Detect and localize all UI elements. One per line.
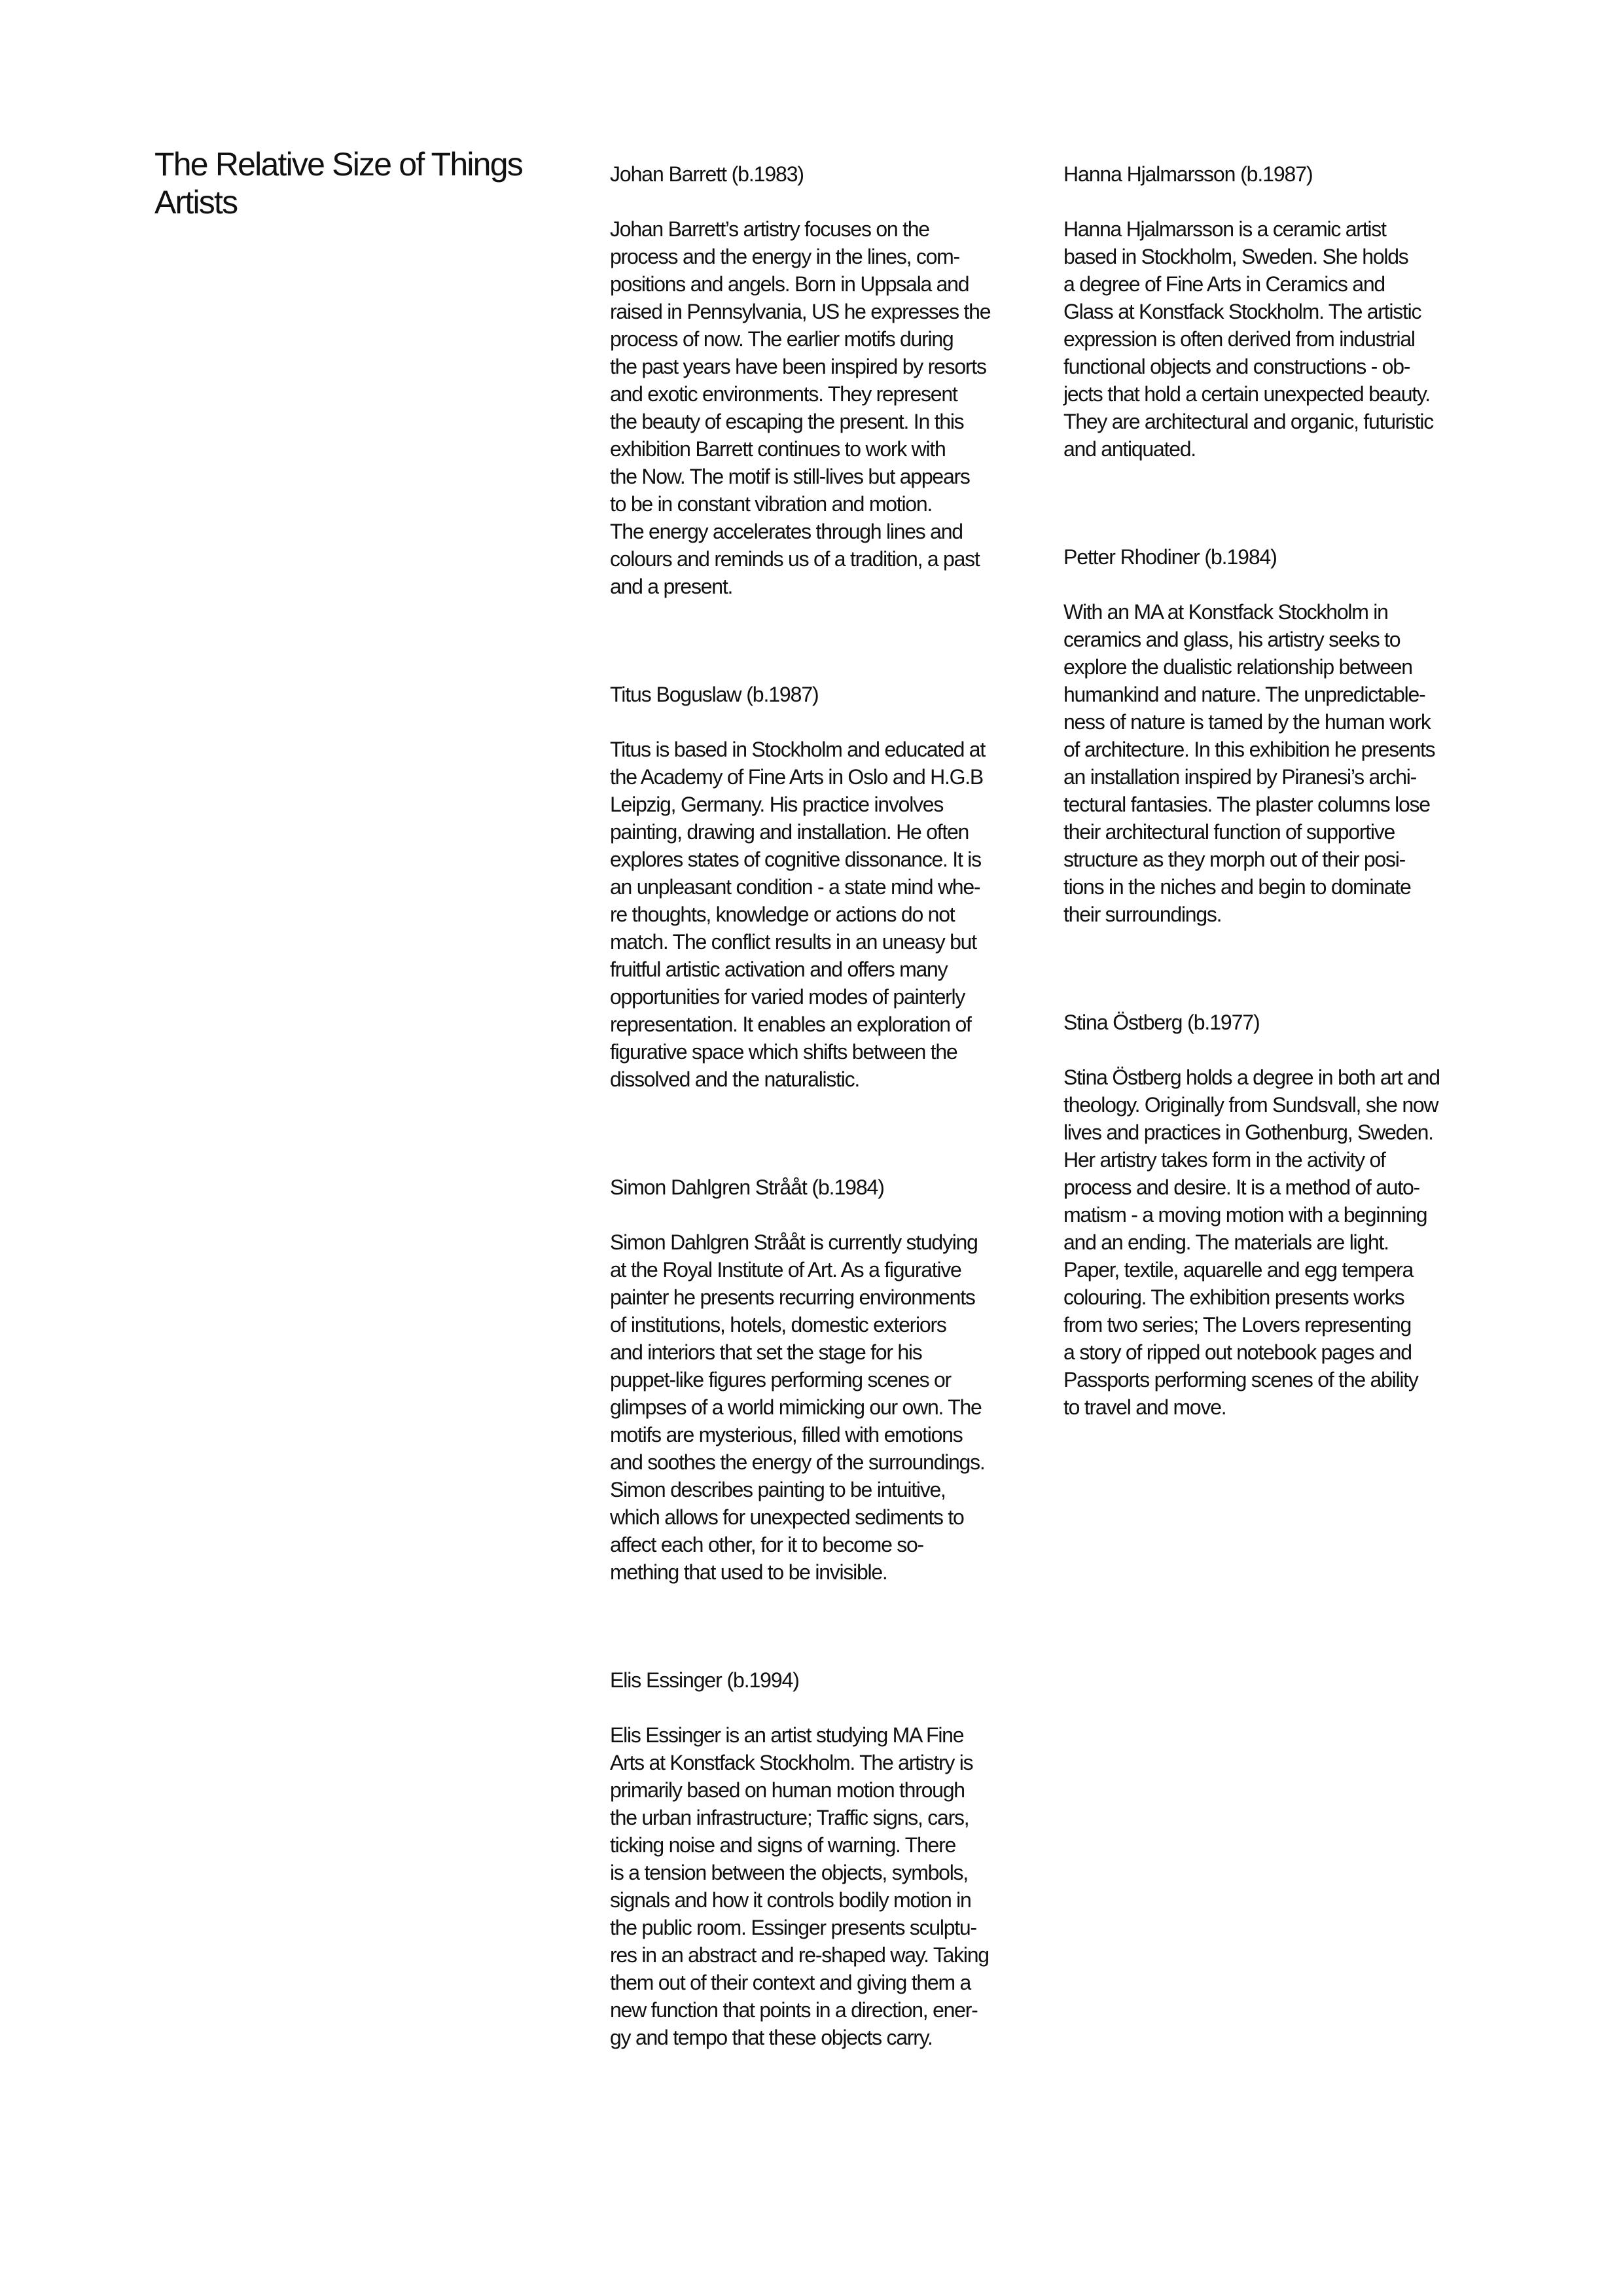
artist-entry [1063, 160, 1495, 463]
bio-line: jects that hold a certain unexpected beauty. [1063, 382, 1430, 406]
artist-name: Petter Rhodiner (b.1984) [1063, 545, 1277, 569]
artists-column-left [610, 160, 1042, 2051]
title-line: The Relative Size of Things [154, 146, 522, 183]
bio-line: puppet-like figures performing scenes or [610, 1368, 951, 1391]
bio-line: expression is often derived from industrial [1063, 327, 1415, 351]
bio-line: Elis Essinger is an artist studying MA Fine [610, 1723, 964, 1747]
bio-line: and antiquated. [1063, 437, 1196, 461]
bio-line: dissolved and the naturalistic. [610, 1067, 860, 1091]
subtitle-line: Artists [154, 184, 238, 221]
bio-line: colouring. The exhibition presents works [1063, 1285, 1404, 1309]
bio-line: their architectural function of supportive [1063, 820, 1395, 844]
bio-line: With an MA at Konstfack Stockholm in [1063, 600, 1388, 624]
bio-line: and a present. [610, 575, 733, 598]
bio-line: ticking noise and signs of warning. There [610, 1833, 956, 1857]
bio-line: and interiors that set the stage for his [610, 1340, 922, 1364]
bio-line: of institutions, hotels, domestic exteriors [610, 1313, 946, 1336]
bio-line: Arts at Konstfack Stockholm. The artistry is [610, 1751, 973, 1774]
bio-line: fruitful artistic activation and offers many [610, 958, 948, 981]
artist-bio [610, 215, 1042, 600]
artist-bio [1063, 215, 1495, 463]
bio-line: the beauty of escaping the present. In this [610, 410, 964, 433]
bio-line: affect each other, for it to become so- [610, 1533, 923, 1556]
bio-line: and soothes the energy of the surroundings. [610, 1450, 985, 1474]
artist-name: Hanna Hjalmarsson (b.1987) [1063, 162, 1313, 186]
artist-bio [1063, 1064, 1495, 1421]
bio-line: painter he presents recurring environments [610, 1285, 975, 1309]
bio-line: ness of nature is tamed by the human work [1063, 710, 1431, 734]
bio-line: to travel and move. [1063, 1395, 1226, 1419]
artist-entry [1063, 543, 1495, 928]
bio-line: humankind and nature. The unpredictable- [1063, 683, 1425, 706]
artists-column-right [1063, 160, 1495, 1421]
bio-line: Her artistry takes form in the activity of [1063, 1148, 1385, 1172]
bio-line: the public room. Essinger presents sculptu- [610, 1916, 976, 1939]
bio-line: tions in the niches and begin to dominate [1063, 875, 1411, 899]
bio-line: from two series; The Lovers representing [1063, 1313, 1411, 1336]
bio-line: Johan Barrett’s artistry focuses on the [610, 217, 929, 241]
bio-line: Simon Dahlgren Strååt is currently studying [610, 1230, 978, 1254]
bio-line: exhibition Barrett continues to work with [610, 437, 946, 461]
bio-line: explores states of cognitive dissonance. It is [610, 848, 981, 871]
artist-entry [610, 681, 1042, 1093]
bio-line: ceramics and glass, his artistry seeks to [1063, 628, 1400, 651]
artist-name: Elis Essinger (b.1994) [610, 1668, 799, 1692]
bio-line: Hanna Hjalmarsson is a ceramic artist [1063, 217, 1386, 241]
artist-entry [1063, 1009, 1495, 1421]
bio-line: the Now. The motif is still-lives but appears [610, 465, 970, 488]
bio-line: of architecture. In this exhibition he presents [1063, 738, 1435, 761]
bio-line: representation. It enables an exploration of [610, 1013, 971, 1036]
bio-line: The energy accelerates through lines and [610, 520, 963, 543]
bio-line: raised in Pennsylvania, US he expresses the [610, 300, 991, 323]
artist-bio [1063, 598, 1495, 928]
bio-line: at the Royal Institute of Art. As a figurative [610, 1258, 961, 1282]
bio-line: tectural fantasies. The plaster columns lose [1063, 793, 1430, 816]
bio-line: them out of their context and giving them a [610, 1971, 971, 1994]
bio-line: signals and how it controls bodily motion in [610, 1888, 971, 1912]
bio-line: process of now. The earlier motifs during [610, 327, 954, 351]
artist-name: Johan Barrett (b.1983) [610, 162, 804, 186]
bio-line: and an ending. The materials are light. [1063, 1230, 1389, 1254]
bio-line: an unpleasant condition - a state mind whe- [610, 875, 980, 899]
artist-entry [610, 1666, 1042, 2051]
artist-bio [610, 736, 1042, 1093]
bio-line: an installation inspired by Piranesi’s archi- [1063, 765, 1417, 789]
bio-line: match. The conflict results in an uneasy but [610, 930, 976, 954]
artist-name: Stina Östberg (b.1977) [1063, 1011, 1260, 1034]
bio-line: Stina Östberg holds a degree in both art and [1063, 1066, 1440, 1089]
bio-line: their surroundings. [1063, 903, 1222, 926]
bio-line: colours and reminds us of a tradition, a past [610, 547, 980, 571]
bio-line: explore the dualistic relationship between [1063, 655, 1412, 679]
bio-line: opportunities for varied modes of painterly [610, 985, 965, 1009]
bio-line: a story of ripped out notebook pages and [1063, 1340, 1412, 1364]
bio-line: motifs are mysterious, filled with emotions [610, 1423, 963, 1446]
bio-line: Passports performing scenes of the ability [1063, 1368, 1418, 1391]
bio-line: the past years have been inspired by resorts [610, 355, 986, 378]
bio-line: which allows for unexpected sediments to [610, 1505, 964, 1529]
bio-line: based in Stockholm, Sweden. She holds [1063, 245, 1408, 268]
bio-line: primarily based on human motion through [610, 1778, 965, 1802]
bio-line: matism - a moving motion with a beginning [1063, 1203, 1427, 1227]
bio-line: Glass at Konstfack Stockholm. The artistic [1063, 300, 1421, 323]
bio-line: functional objects and constructions - ob- [1063, 355, 1410, 378]
bio-line: is a tension between the objects, symbols, [610, 1861, 968, 1884]
bio-line: They are architectural and organic, futuristic [1063, 410, 1434, 433]
document-title [154, 145, 573, 221]
bio-line: process and the energy in the lines, com- [610, 245, 959, 268]
bio-line: gy and tempo that these objects carry. [610, 2026, 933, 2049]
bio-line: figurative space which shifts between the [610, 1040, 957, 1064]
artist-entry [610, 1174, 1042, 1586]
artist-name: Titus Boguslaw (b.1987) [610, 683, 819, 706]
artist-bio [610, 1721, 1042, 2051]
artist-bio [610, 1229, 1042, 1586]
bio-line: positions and angels. Born in Uppsala and [610, 272, 969, 296]
bio-line: painting, drawing and installation. He often [610, 820, 969, 844]
bio-line: theology. Originally from Sundsvall, she now [1063, 1093, 1438, 1117]
bio-line: and exotic environments. They represent [610, 382, 957, 406]
bio-line: Titus is based in Stockholm and educated at [610, 738, 985, 761]
bio-line: re thoughts, knowledge or actions do not [610, 903, 955, 926]
bio-line: structure as they morph out of their posi- [1063, 848, 1405, 871]
artist-name: Simon Dahlgren Strååt (b.1984) [610, 1175, 884, 1199]
bio-line: the urban infrastructure; Traffic signs, cars, [610, 1806, 969, 1829]
bio-line: the Academy of Fine Arts in Oslo and H.G.B [610, 765, 984, 789]
bio-line: lives and practices in Gothenburg, Sweden. [1063, 1121, 1433, 1144]
bio-line: process and desire. It is a method of auto- [1063, 1175, 1419, 1199]
bio-line: Paper, textile, aquarelle and egg tempera [1063, 1258, 1414, 1282]
bio-line: mething that used to be invisible. [610, 1560, 887, 1584]
bio-line: Simon describes painting to be intuitive, [610, 1478, 946, 1501]
artist-entry [610, 160, 1042, 600]
bio-line: Leipzig, Germany. His practice involves [610, 793, 944, 816]
bio-line: res in an abstract and re-shaped way. Taking [610, 1943, 989, 1967]
bio-line: glimpses of a world mimicking our own. The [610, 1395, 982, 1419]
bio-line: a degree of Fine Arts in Ceramics and [1063, 272, 1385, 296]
bio-line: to be in constant vibration and motion. [610, 492, 933, 516]
bio-line: new function that points in a direction, ener- [610, 1998, 978, 2022]
